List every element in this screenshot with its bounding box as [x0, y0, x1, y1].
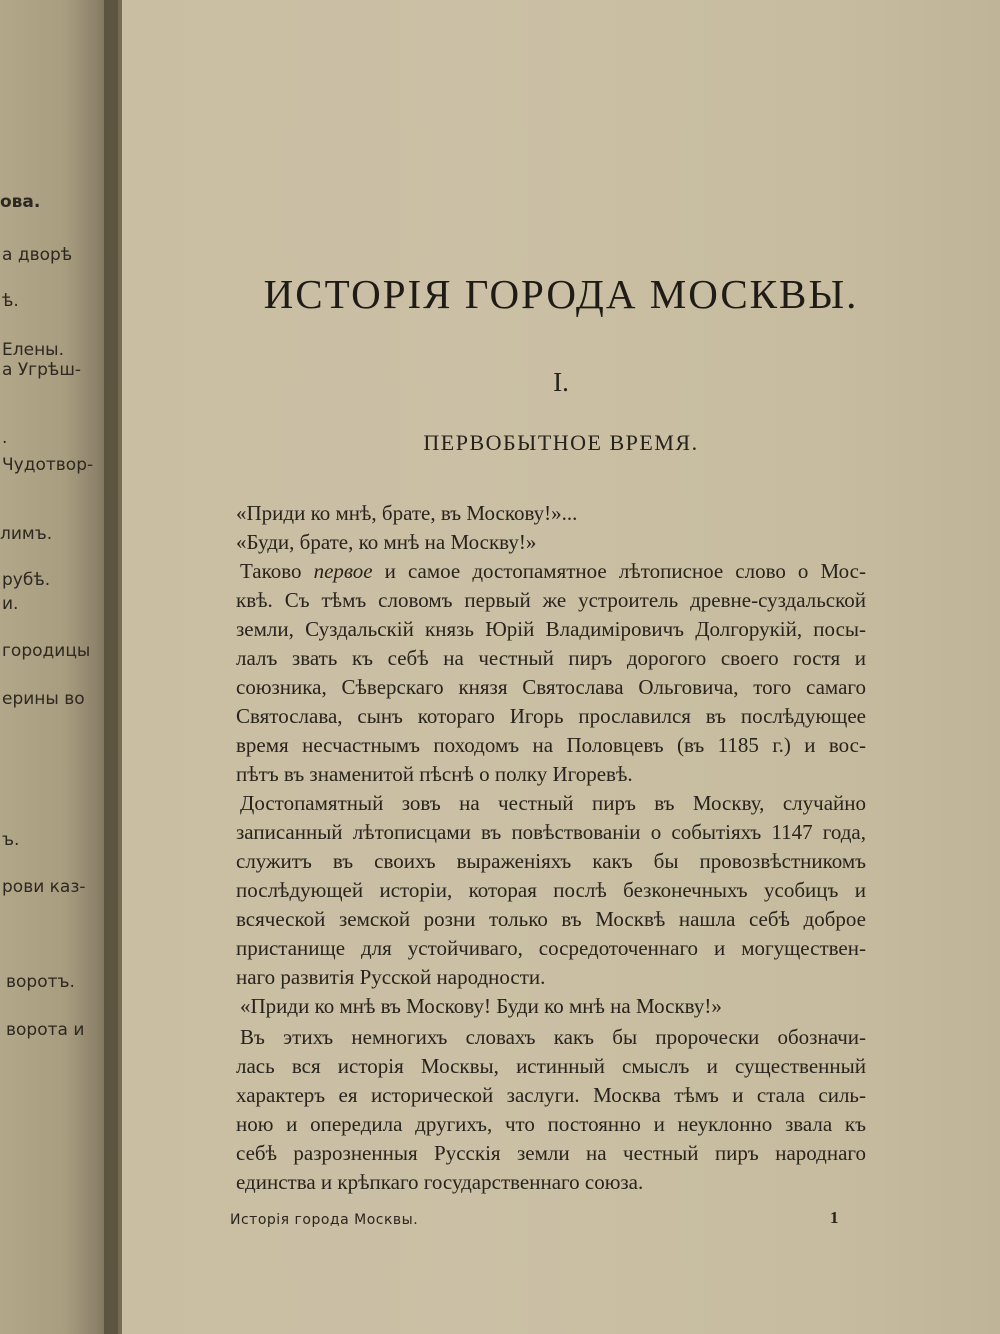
paragraph-line: всяческой земской розни только въ Москвѣ нашла себѣ доброе — [236, 907, 866, 931]
left-page-edge — [0, 0, 118, 1334]
paragraph-line: ною и опередила другихъ, что постоянно и неуклонно звала къ — [236, 1112, 866, 1136]
left-page-fragment: Елены. — [2, 340, 65, 360]
paragraph-line: пристанище для устойчиваго, сосредоточеннаго и могуществен- — [236, 936, 866, 960]
paragraph-line: лалъ звать къ себѣ на честный пиръ дорогого своего гостя и — [236, 646, 866, 670]
book-title: ИСТОРІЯ ГОРОДА МОСКВЫ. — [263, 271, 859, 317]
epigraph-line: «Буди, брате, ко мнѣ на Москву!» — [236, 530, 537, 554]
chapter-number: I. — [553, 367, 569, 397]
left-page-fragment: городицы — [2, 641, 91, 661]
page-number: 1 — [830, 1208, 839, 1227]
left-page-fragment: ова. — [0, 192, 41, 212]
epigraph-line: «Приди ко мнѣ, брате, въ Москову!»... — [236, 501, 578, 525]
paragraph-line: лась вся исторія Москвы, истинный смыслъ и существенный — [236, 1054, 866, 1078]
paragraph-line: земли, Суздальскій князь Юрій Владиміровичъ Долгорукій, посы- — [236, 617, 866, 641]
left-page-fragment: рубѣ. — [2, 570, 51, 590]
left-page-fragment: ъ. — [2, 830, 20, 850]
left-page-fragment: ѣ. — [2, 291, 19, 311]
paragraph-line: служитъ въ своихъ выраженіяхъ какъ бы провозвѣстникомъ — [236, 849, 866, 873]
left-page-fragment: ворота и — [6, 1020, 85, 1040]
left-page-fragment: рови каз- — [2, 877, 86, 897]
paragraph-line: квѣ. Съ тѣмъ словомъ первый же устроитель древне-суздальской — [236, 588, 866, 612]
paragraph-line: Въ этихъ немногихъ словахъ какъ бы пророчески обозначи- — [240, 1025, 866, 1049]
text-run: Таково — [240, 559, 314, 583]
emphasis-word: первое — [313, 559, 373, 583]
text-run: и самое достопамятное лѣтописное слово о Мос- — [372, 559, 866, 583]
paragraph-line: характеръ ея исторической заслуги. Москва тѣмъ и стала силь- — [236, 1083, 866, 1107]
left-page-fragment: воротъ. — [6, 972, 75, 992]
left-page-fragment: Чудотвор- — [2, 455, 94, 475]
paragraph-line: себѣ разрозненныя Русскія земли на честный пиръ народнаго — [236, 1141, 866, 1165]
paragraph-line: Достопамятный зовъ на честный пиръ въ Москву, случайно — [240, 791, 866, 815]
paragraph-line: наго развитія Русской народности. — [236, 965, 546, 989]
left-page-fragment: и. — [2, 594, 19, 614]
chapter-title: ПЕРВОБЫТНОЕ ВРЕМЯ. — [423, 430, 699, 455]
paragraph-line: послѣдующей исторіи, которая послѣ безконечныхъ усобицъ и — [236, 878, 866, 902]
left-page-fragment: ерины во — [2, 689, 85, 709]
paragraph-line: союзника, Сѣверскаго князя Святослава Ольговича, того самаго — [236, 675, 866, 699]
paragraph-line: пѣтъ въ знаменитой пѣснѣ о полку Игоревѣ. — [236, 762, 633, 786]
left-page-fragment: . — [2, 428, 8, 448]
paragraph-line: время несчастнымъ походомъ на Половцевъ (въ 1185 г.) и вос- — [236, 733, 866, 757]
paragraph-line: единства и крѣпкаго государственнаго союза. — [236, 1170, 644, 1194]
footer-signature: Исторія города Москвы. — [230, 1212, 419, 1228]
left-page-fragment: лимъ. — [0, 524, 53, 544]
paragraph-line — [240, 558, 866, 584]
paragraph-line: Святослава, сынъ котораго Игорь прославился въ послѣдующее — [236, 704, 866, 728]
quote-line: «Приди ко мнѣ въ Москову! Буди ко мнѣ на Москву!» — [240, 994, 722, 1018]
left-page-fragment: а Угрѣш- — [2, 360, 82, 380]
right-page — [122, 0, 1000, 1334]
paragraph-line: записанный лѣтописцами въ повѣствованіи о событіяхъ 1147 года, — [236, 820, 866, 844]
left-page-fragment: а дворѣ — [2, 245, 73, 265]
